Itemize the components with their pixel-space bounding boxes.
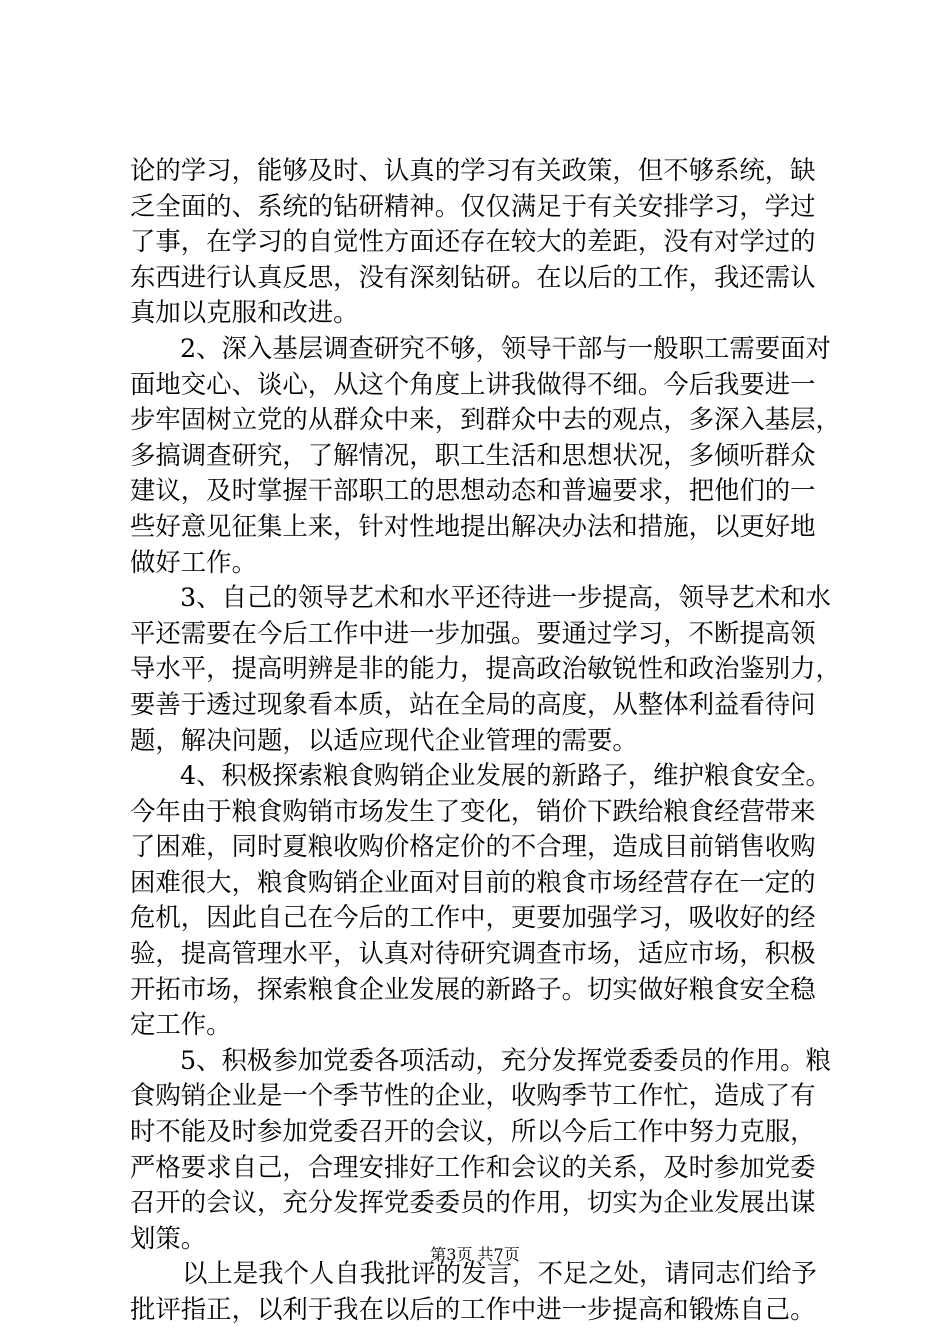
text-line: 建议，及时掌握干部职工的思想动态和普遍要求，把他们的一 (130, 475, 816, 506)
text-line: 东西进行认真反思，没有深刻钻研。在以后的工作，我还需认 (130, 261, 816, 292)
text-line: 些好意见征集上来，针对性地提出解决办法和措施，以更好地 (130, 510, 816, 541)
paragraph-3-start: 3、自己的领导艺术和水平还待进一步提高，领导艺术和水 (180, 582, 831, 613)
text-line: 验，提高管理水平，认真对待研究调查市场，适应市场，积极 (130, 938, 816, 969)
text-line: 论的学习，能够及时、认真的学习有关政策，但不够系统，缺 (130, 155, 816, 185)
text-line: 定工作。 (130, 1009, 232, 1040)
text-line: 时不能及时参加党委召开的会议，所以今后工作中努力克服， (130, 1116, 816, 1147)
text-line: 步牢固树立党的从群众中来，到群众中去的观点，多深入基层， (130, 404, 841, 435)
page-number-footer: 第3页 共7页 (430, 1245, 520, 1264)
text-line: 食购销企业是一个季节性的企业，收购季节工作忙，造成了有 (130, 1080, 816, 1111)
text-line: 严格要求自己，合理安排好工作和会议的关系，及时参加党委 (130, 1151, 816, 1182)
closing-paragraph-start: 以上是我个人自我批评的发言，不足之处，请同志们给予 (182, 1258, 817, 1289)
text-line: 题，解决问题，以适应现代企业管理的需要。 (130, 724, 638, 755)
text-line: 今年由于粮食购销市场发生了变化，销价下跌给粮食经营带来 (130, 795, 816, 826)
text-line: 导水平，提高明辨是非的能力，提高政治敏锐性和政治鉴别力， (130, 653, 841, 684)
text-line: 划策。 (130, 1222, 207, 1253)
text-line: 多搞调查研究，了解情况，职工生活和思想状况，多倾听群众 (130, 439, 816, 470)
paragraph-2-start: 2、深入基层调查研究不够，领导干部与一般职工需要面对 (180, 332, 831, 363)
text-line: 批评指正，以利于我在以后的工作中进一步提高和锻炼自己。 (130, 1294, 816, 1324)
text-line: 真加以克服和改进。 (130, 297, 359, 328)
document-body (130, 153, 841, 1328)
paragraph-4-start: 4、积极探索粮食购销企业发展的新路子，维护粮食安全。 (180, 760, 831, 791)
text-line: 要善于透过现象看本质，站在全局的高度，从整体利益看待问 (130, 688, 816, 719)
text-line: 面地交心、谈心，从这个角度上讲我做得不细。今后我要进一 (130, 368, 816, 399)
paragraph-5-start: 5、积极参加党委各项活动，充分发挥党委委员的作用。粮 (180, 1044, 831, 1075)
text-line: 平还需要在今后工作中进一步加强。要通过学习，不断提高领 (130, 617, 816, 648)
text-line: 乏全面的、系统的钻研精神。仅仅满足于有关安排学习，学过 (130, 190, 816, 221)
text-line: 做好工作。 (130, 546, 257, 577)
text-line: 困难很大，粮食购销企业面对目前的粮食市场经营存在一定的 (130, 866, 816, 897)
text-line: 召开的会议，充分发挥党委委员的作用，切实为企业发展出谋 (130, 1187, 816, 1218)
text-line: 了困难，同时夏粮收购价格定价的不合理，造成目前销售收购 (130, 831, 816, 862)
text-line: 开拓市场，探索粮食企业发展的新路子。切实做好粮食安全稳 (130, 973, 816, 1004)
text-line: 了事，在学习的自觉性方面还存在较大的差距，没有对学过的 (130, 226, 816, 257)
text-line: 危机，因此自己在今后的工作中，更要加强学习，吸收好的经 (130, 902, 816, 933)
